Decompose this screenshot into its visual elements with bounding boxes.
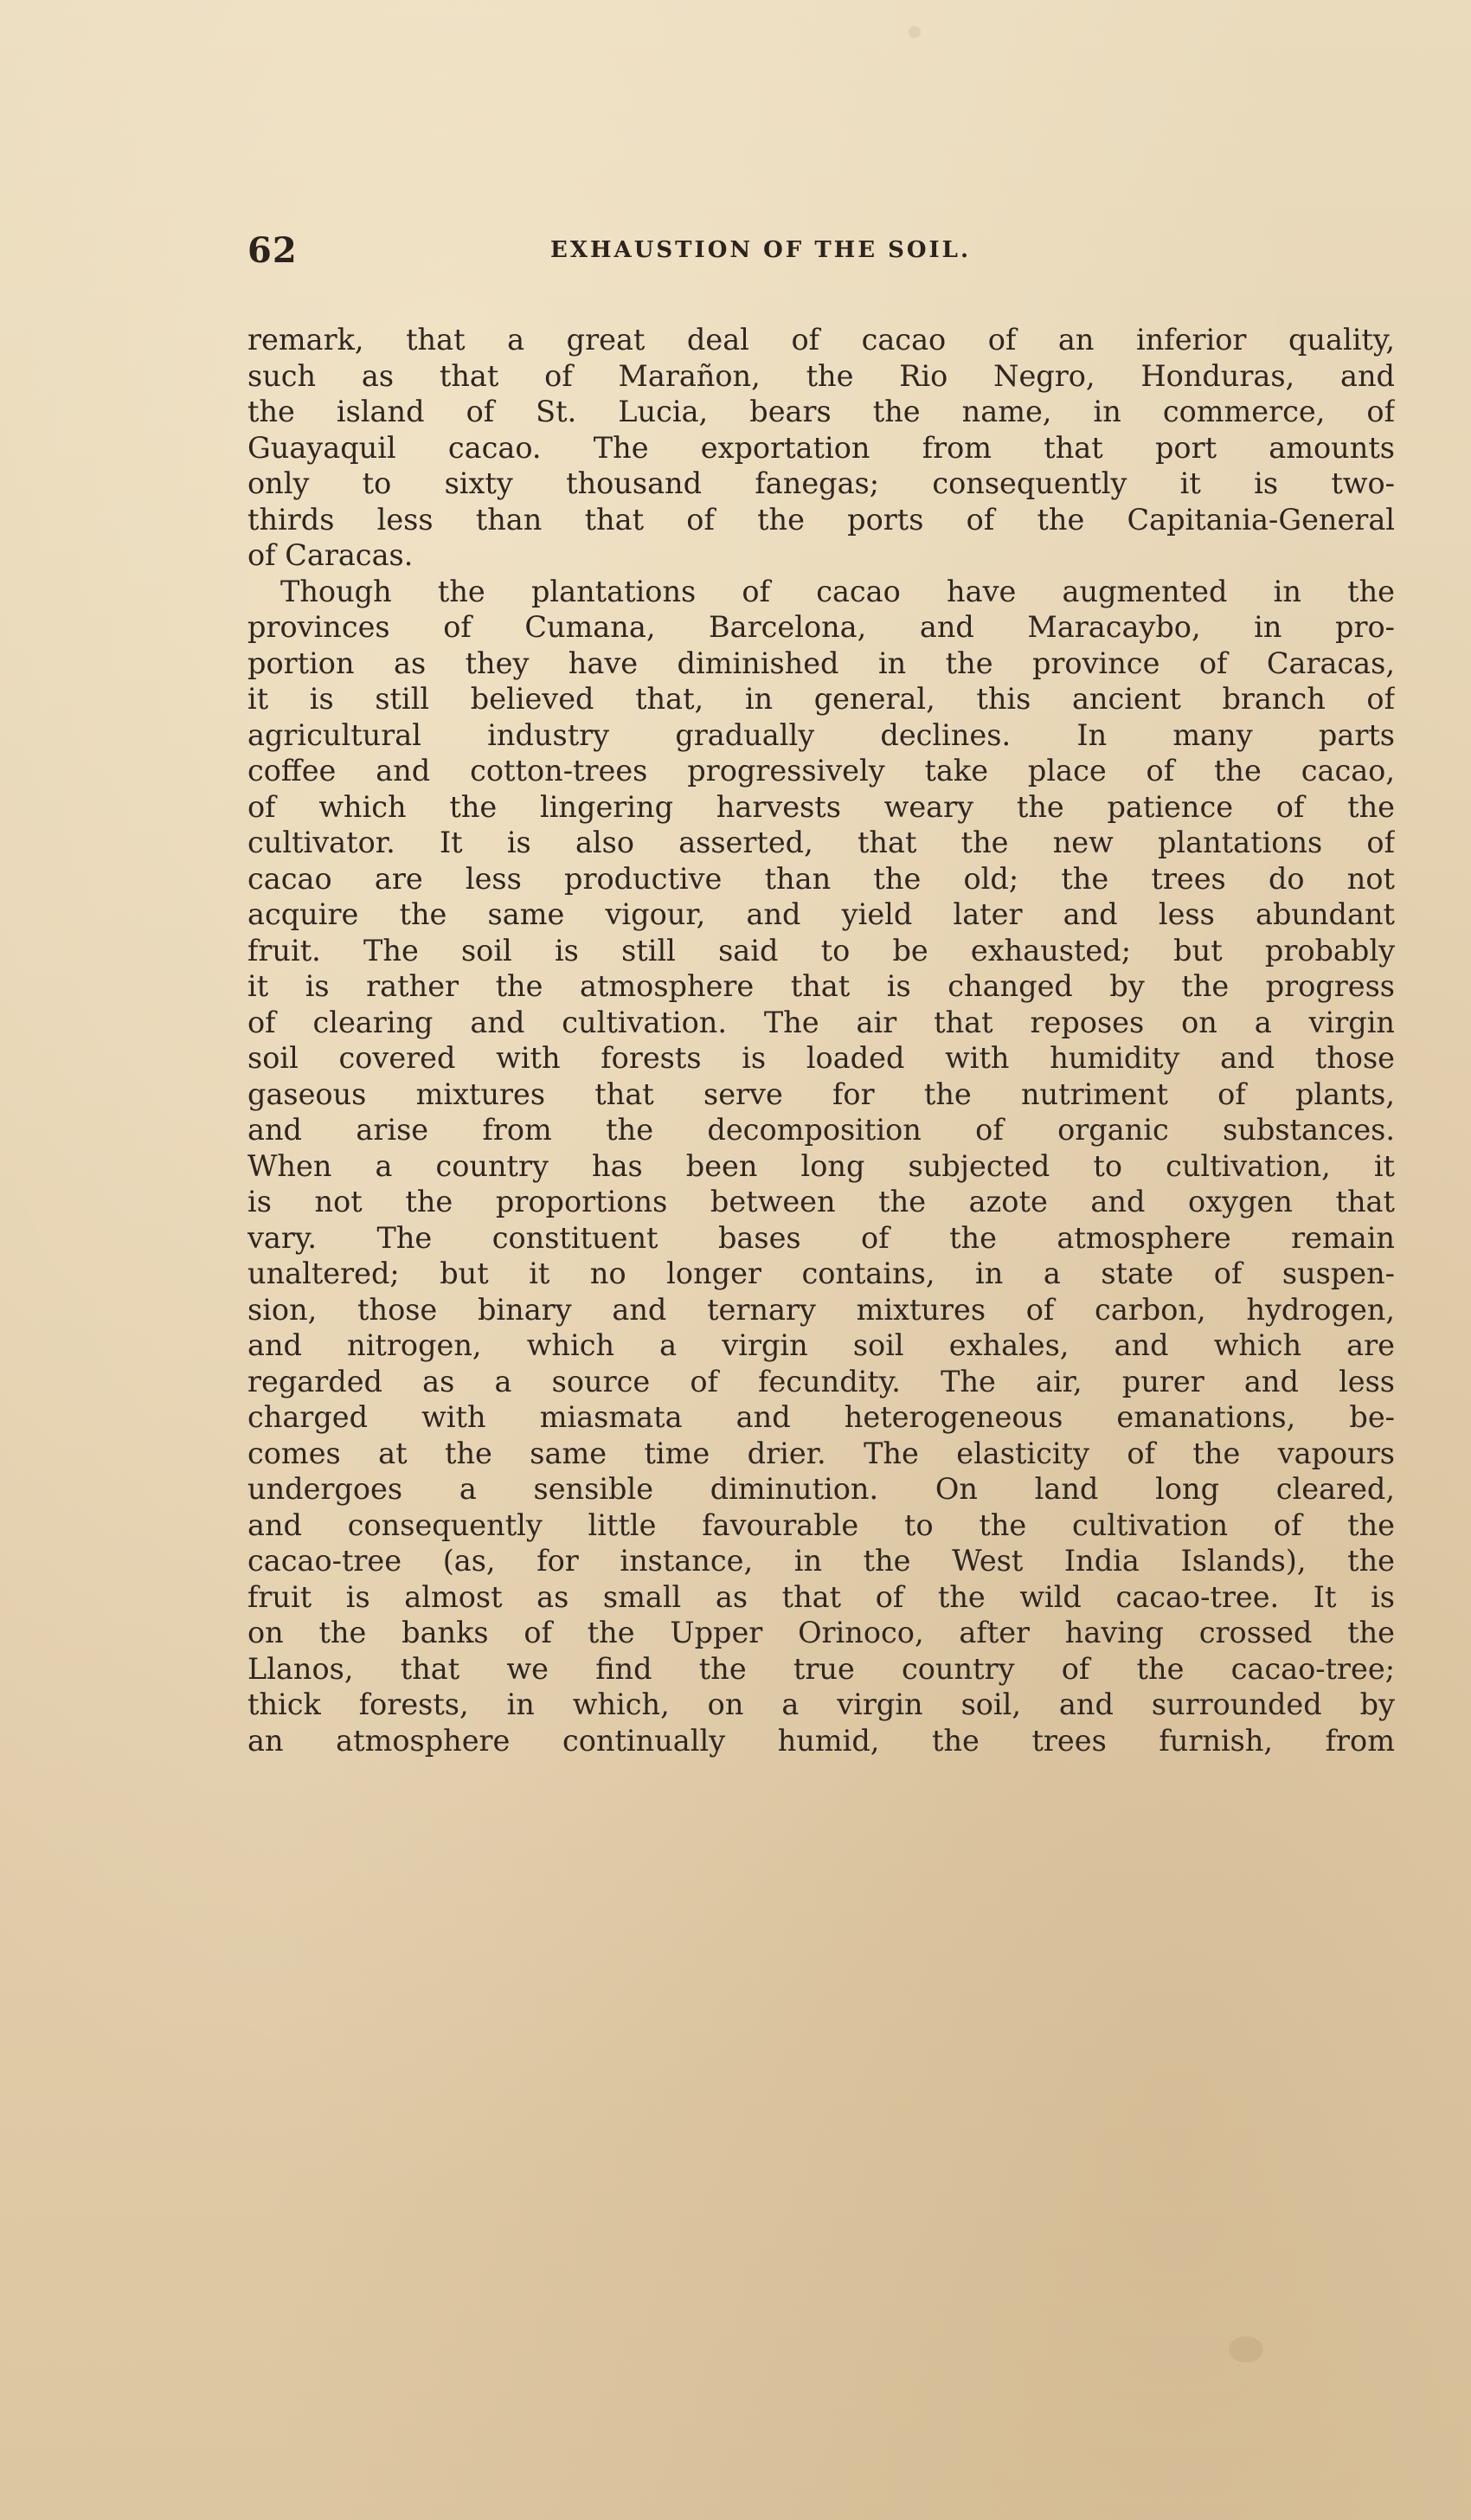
text-line: of which the lingering harvests weary the patience of the bbox=[247, 789, 1395, 824]
text-line: it is still believed that, in general, this ancient branch of bbox=[247, 682, 1395, 716]
text-line: charged with miasmata and heterogeneous emanations, be- bbox=[247, 1400, 1395, 1434]
page-header bbox=[247, 230, 1407, 279]
text-line: provinces of Cumana, Barcelona, and Maracaybo, in pro- bbox=[247, 610, 1395, 644]
text-line: unaltered; but it no longer contains, in a state of suspen- bbox=[247, 1257, 1395, 1290]
text-line: cacao are less productive than the old; the trees do not bbox=[247, 861, 1395, 896]
text-line: Though the plantations of cacao have augmented in the bbox=[280, 574, 1395, 608]
paper-blemish bbox=[909, 26, 921, 38]
text-line: thirds less than that of the ports of the Capitania-General bbox=[247, 502, 1395, 537]
text-line: undergoes a sensible diminution. On land long cleared, bbox=[247, 1472, 1395, 1506]
running-title: EXHAUSTION OF THE SOIL. bbox=[550, 237, 972, 263]
text-line: gaseous mixtures that serve for the nutriment of plants, bbox=[247, 1077, 1395, 1111]
text-line: and consequently little favourable to the cultivation of the bbox=[247, 1508, 1395, 1542]
text-line: soil covered with forests is loaded with humidity and those bbox=[247, 1041, 1395, 1075]
text-line: it is rather the atmosphere that is changed by the progress bbox=[247, 969, 1395, 1003]
text-line: such as that of Marañon, the Rio Negro, Honduras, and bbox=[247, 358, 1395, 393]
text-line: vary. The constituent bases of the atmosphere remain bbox=[247, 1220, 1395, 1255]
body-text bbox=[247, 322, 1395, 1758]
text-line: coffee and cotton-trees progressively take place of the cacao, bbox=[247, 754, 1395, 788]
text-line: the island of St. Lucia, bears the name, in commerce, of bbox=[247, 395, 1395, 428]
text-line: remark, that a great deal of cacao of an inferior quality, bbox=[247, 323, 1395, 357]
text-line: only to sixty thousand fanegas; consequently it is two- bbox=[247, 466, 1395, 500]
text-line: of Caracas. bbox=[247, 538, 414, 572]
text-line: of clearing and cultivation. The air that reposes on a virgin bbox=[247, 1005, 1395, 1039]
text-line: and arise from the decomposition of organic substances. bbox=[247, 1113, 1395, 1147]
text-line: portion as they have diminished in the province of Caracas, bbox=[247, 646, 1395, 680]
text-line: Guayaquil cacao. The exportation from that port amounts bbox=[247, 430, 1395, 465]
text-line: and nitrogen, which a virgin soil exhales, and which are bbox=[247, 1328, 1395, 1362]
text-line: comes at the same time drier. The elasticity of the vapours bbox=[247, 1436, 1395, 1470]
text-line: cultivator. It is also asserted, that the new plantations of bbox=[247, 826, 1395, 859]
paper-blemish bbox=[1229, 2337, 1263, 2362]
text-line: sion, those binary and ternary mixtures of carbon, hydrogen, bbox=[247, 1292, 1395, 1327]
text-line: When a country has been long subjected to cultivation, it bbox=[247, 1148, 1395, 1183]
text-line: agricultural industry gradually declines. In many parts bbox=[247, 717, 1395, 752]
text-line: on the banks of the Upper Orinoco, after having crossed the bbox=[247, 1616, 1395, 1649]
text-line: regarded as a source of fecundity. The air, purer and less bbox=[247, 1364, 1395, 1398]
text-line: thick forests, in which, on a virgin soil, and surrounded by bbox=[247, 1688, 1395, 1721]
text-line: acquire the same vigour, and yield later and less abundant bbox=[247, 897, 1395, 931]
text-line: an atmosphere continually humid, the trees furnish, from bbox=[247, 1723, 1395, 1758]
text-line: fruit. The soil is still said to be exhausted; but probably bbox=[247, 933, 1395, 968]
text-line: fruit is almost as small as that of the wild cacao-tree. It is bbox=[247, 1579, 1395, 1614]
text-line: is not the proportions between the azote and oxygen that bbox=[247, 1185, 1395, 1218]
text-line: cacao-tree (as, for instance, in the West India Islands), the bbox=[247, 1544, 1395, 1578]
page-number: 62 bbox=[247, 230, 298, 271]
text-line: Llanos, that we find the true country of the cacao-tree; bbox=[247, 1651, 1395, 1686]
